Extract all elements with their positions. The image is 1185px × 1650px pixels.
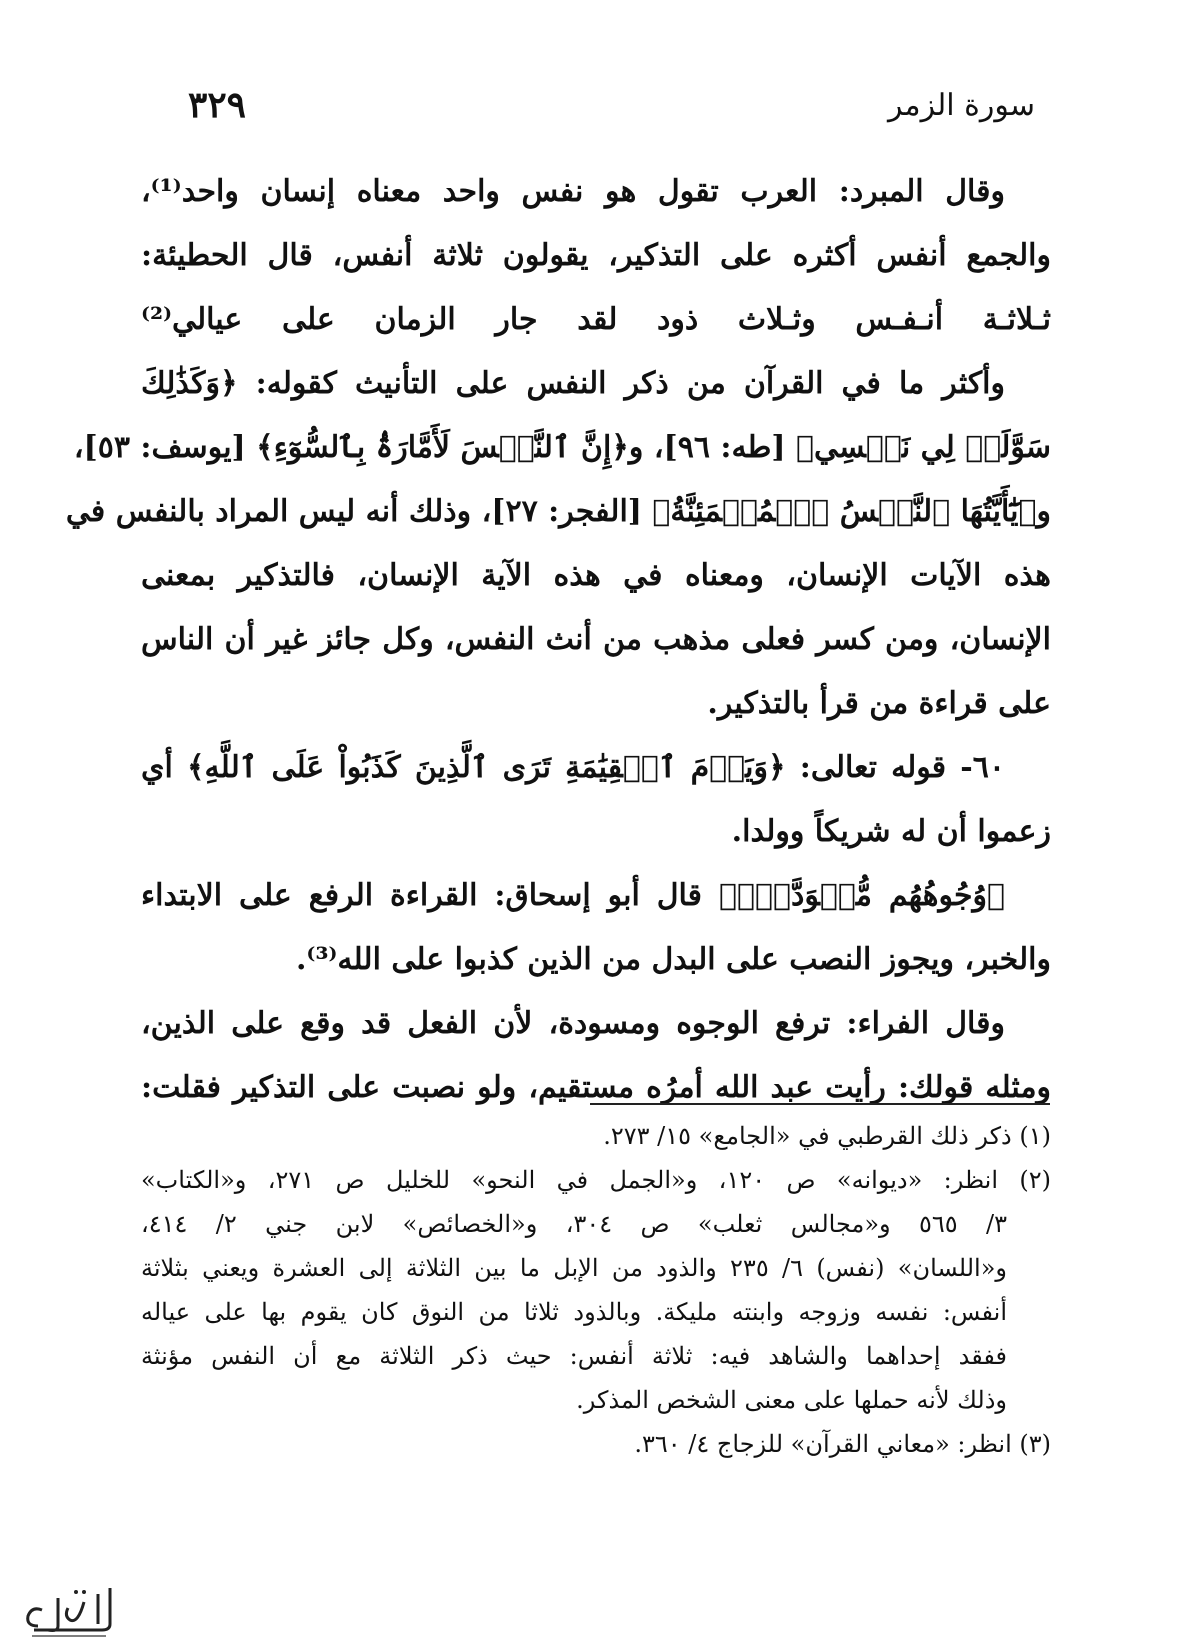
footnote-line: (٢) انظر: «ديوانه» ص ١٢٠، و«الجمل في النحو» للخليل ص ٢٧١، و«الكتاب»	[141, 1166, 1052, 1194]
body-text	[65, 160, 1051, 1120]
body-line: وأكثر ما في القرآن من ذكر النفس على التأنيث كقوله: ﴿وَكَذَٰلِكَ	[141, 366, 1005, 401]
body-line: على قراءة من قرأ بالتذكير.	[707, 686, 1051, 721]
footnote-line: وذلك لأنه حملها على معنى الشخص المذكر.	[576, 1386, 1007, 1414]
footnotes	[141, 1114, 1051, 1466]
footnote-line: (١) ذكر ذلك القرطبي في «الجامع» ١٥/ ٢٧٣.	[603, 1122, 1051, 1150]
body-line: وقال المبرد: العرب تقول هو نفس واحد معناه إنسان واحد⁽¹⁾،	[141, 174, 1005, 209]
footnote-line: ٣/ ٥٦٥ و«مجالس ثعلب» ص ٣٠٤، و«الخصائص» لابن جني ٢/ ٤١٤،	[141, 1210, 1008, 1238]
poetry-line: ثـلاثـة أنـفـس وثـلاث ذود لقد جار الزمان على عيالي⁽²⁾	[141, 302, 1051, 337]
body-line: ﴿وُجُوهُهُم مُّسۡوَدَّةٌۚ﴾ قال أبو إسحاق: القراءة الرفع على الابتداء	[141, 878, 1005, 913]
body-line: والخبر، ويجوز النصب على البدل من الذين كذبوا على الله⁽³⁾.	[295, 942, 1051, 977]
body-line: الإنسان، ومن كسر فعلى مذهب من أنث النفس، وكل جائز غير أن الناس	[141, 622, 1051, 657]
body-line: ومثله قولك: رأيت عبد الله أمرُه مستقيم، ولو نصبت على التذكير فقلت:	[141, 1070, 1051, 1105]
body-line: وقال الفراء: ترفع الوجوه ومسودة، لأن الفعل قد وقع على الذين،	[141, 1006, 1005, 1041]
surah-header: سورة الزمر	[887, 88, 1035, 123]
body-line: والجمع أنفس أكثره على التذكير، يقولون ثلاثة أنفس، قال الحطيئة:	[141, 238, 1051, 273]
footnote-divider	[590, 1103, 1050, 1105]
footnote-line: ففقد إحداهما والشاهد فيه: ثلاثة أنفس: حيث ذكر الثلاثة مع أن النفس مؤنثة	[141, 1342, 1007, 1370]
body-line: ٦٠- قوله تعالى: ﴿وَيَوۡمَ ٱلۡقِيَٰمَةِ تَرَى ٱلَّذِينَ كَذَبُواْ عَلَى ٱللَّهِ﴾ أي	[141, 750, 1005, 785]
footnote-line: أنفس: نفسه وزوجه وابنته مليكة. وبالذود ثلاثا من النوق كان يقوم بها على عياله	[141, 1298, 1007, 1326]
body-line: هذه الآيات الإنسان، ومعناه في هذه الآية الإنسان، فالتذكير بمعنى	[141, 558, 1051, 593]
page-number: ٣٢٩	[188, 84, 247, 126]
library-logo-icon	[14, 1580, 124, 1642]
footnote-line: و«اللسان» (نفس) ٦/ ٢٣٥ والذود من الإبل ما بين الثلاثة إلى العشرة ويعني بثلاثة	[141, 1254, 1008, 1282]
body-line: زعموا أن له شريكاً وولدا.	[731, 814, 1051, 849]
body-line: و﴿يَٰٓأَيَّتُهَا ٱلنَّفۡسُ ٱلۡمُطۡمَئِنَّةُ﴾ [الفجر: ٢٧]، وذلك أنه ليس المراد بالنفس في	[65, 494, 1051, 529]
footnote-line: (٣) انظر: «معاني القرآن» للزجاج ٤/ ٣٦٠.	[634, 1430, 1051, 1458]
body-line: سَوَّلَتۡ لِي نَفۡسِي﴾ [طه: ٩٦]، و﴿إِنَّ ٱلنَّفۡسَ لَأَمَّارَةُۢ بِٱلسُّوٓءِ﴾ [يوسف: ٥٣]،	[73, 430, 1051, 465]
